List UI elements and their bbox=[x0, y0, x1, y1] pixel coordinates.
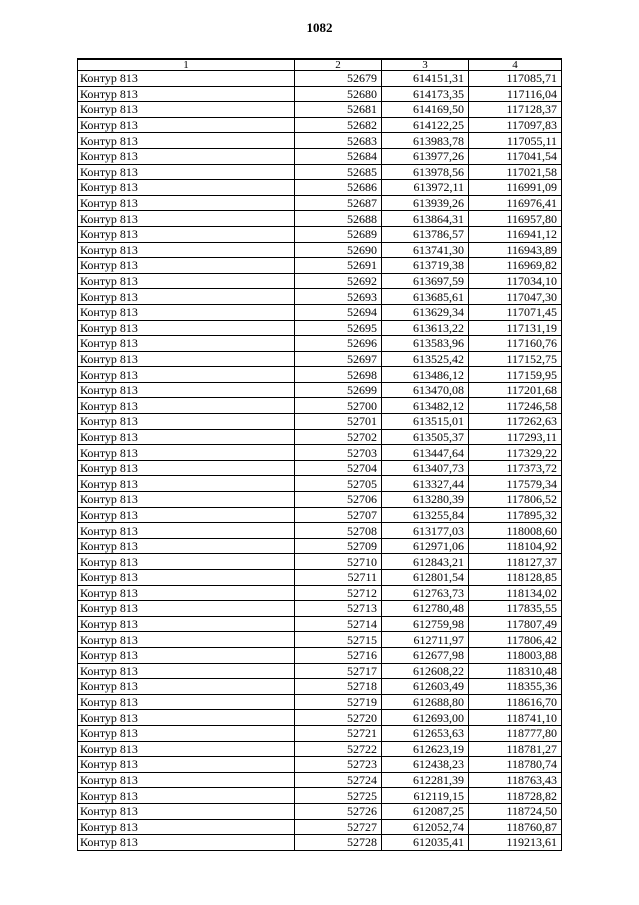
contour-name-cell: Контур 813 bbox=[78, 679, 295, 695]
x-coordinate-cell: 614151,31 bbox=[382, 71, 469, 87]
y-coordinate-cell: 117262,63 bbox=[469, 414, 562, 430]
x-coordinate-cell: 612780,48 bbox=[382, 601, 469, 617]
table-row bbox=[78, 492, 562, 508]
table-row bbox=[78, 429, 562, 445]
table-row bbox=[78, 211, 562, 227]
contour-name-cell: Контур 813 bbox=[78, 803, 295, 819]
table-row bbox=[78, 258, 562, 274]
x-coordinate-cell: 612119,15 bbox=[382, 788, 469, 804]
x-coordinate-cell: 613470,08 bbox=[382, 382, 469, 398]
contour-name-cell: Контур 813 bbox=[78, 835, 295, 851]
point-number-cell: 52703 bbox=[295, 445, 382, 461]
x-coordinate-cell: 613583,96 bbox=[382, 336, 469, 352]
y-coordinate-cell: 116969,82 bbox=[469, 258, 562, 274]
contour-name-cell: Контур 813 bbox=[78, 429, 295, 445]
table-row bbox=[78, 803, 562, 819]
y-coordinate-cell: 117201,68 bbox=[469, 382, 562, 398]
x-coordinate-cell: 613629,34 bbox=[382, 304, 469, 320]
contour-name-cell: Контур 813 bbox=[78, 273, 295, 289]
x-coordinate-cell: 612438,23 bbox=[382, 757, 469, 773]
x-coordinate-cell: 613505,37 bbox=[382, 429, 469, 445]
point-number-cell: 52708 bbox=[295, 523, 382, 539]
y-coordinate-cell: 116991,09 bbox=[469, 180, 562, 196]
table-row bbox=[78, 835, 562, 851]
x-coordinate-cell: 612759,98 bbox=[382, 616, 469, 632]
x-coordinate-cell: 612693,00 bbox=[382, 710, 469, 726]
table-row bbox=[78, 398, 562, 414]
table-row bbox=[78, 725, 562, 741]
point-number-cell: 52712 bbox=[295, 585, 382, 601]
contour-name-cell: Контур 813 bbox=[78, 367, 295, 383]
point-number-cell: 52691 bbox=[295, 258, 382, 274]
point-number-cell: 52719 bbox=[295, 694, 382, 710]
y-coordinate-cell: 118355,36 bbox=[469, 679, 562, 695]
point-number-cell: 52723 bbox=[295, 757, 382, 773]
y-coordinate-cell: 119213,61 bbox=[469, 835, 562, 851]
contour-name-cell: Контур 813 bbox=[78, 320, 295, 336]
x-coordinate-cell: 613515,01 bbox=[382, 414, 469, 430]
table-row bbox=[78, 663, 562, 679]
point-number-cell: 52722 bbox=[295, 741, 382, 757]
x-coordinate-cell: 614122,25 bbox=[382, 117, 469, 133]
table-row bbox=[78, 71, 562, 87]
y-coordinate-cell: 116957,80 bbox=[469, 211, 562, 227]
table-row bbox=[78, 164, 562, 180]
y-coordinate-cell: 117806,42 bbox=[469, 632, 562, 648]
x-coordinate-cell: 613327,44 bbox=[382, 476, 469, 492]
contour-name-cell: Контур 813 bbox=[78, 164, 295, 180]
column-header-1: 1 bbox=[78, 59, 295, 71]
table-row bbox=[78, 585, 562, 601]
x-coordinate-cell: 612035,41 bbox=[382, 835, 469, 851]
x-coordinate-cell: 613741,30 bbox=[382, 242, 469, 258]
table-row bbox=[78, 476, 562, 492]
y-coordinate-cell: 118008,60 bbox=[469, 523, 562, 539]
contour-name-cell: Контур 813 bbox=[78, 71, 295, 87]
y-coordinate-cell: 117041,54 bbox=[469, 148, 562, 164]
table-row bbox=[78, 460, 562, 476]
x-coordinate-cell: 612763,73 bbox=[382, 585, 469, 601]
table-row bbox=[78, 647, 562, 663]
x-coordinate-cell: 612711,97 bbox=[382, 632, 469, 648]
point-number-cell: 52700 bbox=[295, 398, 382, 414]
point-number-cell: 52687 bbox=[295, 195, 382, 211]
point-number-cell: 52690 bbox=[295, 242, 382, 258]
x-coordinate-cell: 612677,98 bbox=[382, 647, 469, 663]
x-coordinate-cell: 613972,11 bbox=[382, 180, 469, 196]
point-number-cell: 52720 bbox=[295, 710, 382, 726]
y-coordinate-cell: 118781,27 bbox=[469, 741, 562, 757]
coordinates-table bbox=[77, 58, 562, 851]
x-coordinate-cell: 612052,74 bbox=[382, 819, 469, 835]
y-coordinate-cell: 116943,89 bbox=[469, 242, 562, 258]
point-number-cell: 52699 bbox=[295, 382, 382, 398]
y-coordinate-cell: 118760,87 bbox=[469, 819, 562, 835]
point-number-cell: 52711 bbox=[295, 570, 382, 586]
y-coordinate-cell: 118728,82 bbox=[469, 788, 562, 804]
y-coordinate-cell: 117329,22 bbox=[469, 445, 562, 461]
y-coordinate-cell: 118780,74 bbox=[469, 757, 562, 773]
contour-name-cell: Контур 813 bbox=[78, 788, 295, 804]
point-number-cell: 52682 bbox=[295, 117, 382, 133]
point-number-cell: 52679 bbox=[295, 71, 382, 87]
point-number-cell: 52726 bbox=[295, 803, 382, 819]
x-coordinate-cell: 613697,59 bbox=[382, 273, 469, 289]
point-number-cell: 52697 bbox=[295, 351, 382, 367]
contour-name-cell: Контур 813 bbox=[78, 741, 295, 757]
contour-name-cell: Контур 813 bbox=[78, 476, 295, 492]
contour-name-cell: Контур 813 bbox=[78, 180, 295, 196]
point-number-cell: 52683 bbox=[295, 133, 382, 149]
y-coordinate-cell: 117116,04 bbox=[469, 86, 562, 102]
point-number-cell: 52692 bbox=[295, 273, 382, 289]
x-coordinate-cell: 612087,25 bbox=[382, 803, 469, 819]
contour-name-cell: Контур 813 bbox=[78, 507, 295, 523]
x-coordinate-cell: 613719,38 bbox=[382, 258, 469, 274]
contour-name-cell: Контур 813 bbox=[78, 492, 295, 508]
x-coordinate-cell: 613613,22 bbox=[382, 320, 469, 336]
point-number-cell: 52681 bbox=[295, 102, 382, 118]
point-number-cell: 52717 bbox=[295, 663, 382, 679]
point-number-cell: 52702 bbox=[295, 429, 382, 445]
contour-name-cell: Контур 813 bbox=[78, 289, 295, 305]
contour-name-cell: Контур 813 bbox=[78, 242, 295, 258]
x-coordinate-cell: 613407,73 bbox=[382, 460, 469, 476]
x-coordinate-cell: 614173,35 bbox=[382, 86, 469, 102]
point-number-cell: 52716 bbox=[295, 647, 382, 663]
point-number-cell: 52696 bbox=[295, 336, 382, 352]
point-number-cell: 52724 bbox=[295, 772, 382, 788]
y-coordinate-cell: 118763,43 bbox=[469, 772, 562, 788]
table-row bbox=[78, 320, 562, 336]
contour-name-cell: Контур 813 bbox=[78, 258, 295, 274]
point-number-cell: 52701 bbox=[295, 414, 382, 430]
table-row bbox=[78, 741, 562, 757]
contour-name-cell: Контур 813 bbox=[78, 398, 295, 414]
contour-name-cell: Контур 813 bbox=[78, 819, 295, 835]
table-row bbox=[78, 367, 562, 383]
point-number-cell: 52725 bbox=[295, 788, 382, 804]
contour-name-cell: Контур 813 bbox=[78, 148, 295, 164]
table-row bbox=[78, 554, 562, 570]
point-number-cell: 52709 bbox=[295, 538, 382, 554]
contour-name-cell: Контур 813 bbox=[78, 757, 295, 773]
contour-name-cell: Контур 813 bbox=[78, 601, 295, 617]
column-header-3: 3 bbox=[382, 59, 469, 71]
contour-name-cell: Контур 813 bbox=[78, 351, 295, 367]
y-coordinate-cell: 118616,70 bbox=[469, 694, 562, 710]
point-number-cell: 52688 bbox=[295, 211, 382, 227]
table-row bbox=[78, 195, 562, 211]
y-coordinate-cell: 117373,72 bbox=[469, 460, 562, 476]
contour-name-cell: Контур 813 bbox=[78, 523, 295, 539]
table-row bbox=[78, 616, 562, 632]
contour-name-cell: Контур 813 bbox=[78, 195, 295, 211]
table-row bbox=[78, 273, 562, 289]
page-number: 1082 bbox=[306, 20, 333, 35]
y-coordinate-cell: 117159,95 bbox=[469, 367, 562, 383]
x-coordinate-cell: 613280,39 bbox=[382, 492, 469, 508]
point-number-cell: 52718 bbox=[295, 679, 382, 695]
contour-name-cell: Контур 813 bbox=[78, 226, 295, 242]
table-row bbox=[78, 226, 562, 242]
x-coordinate-cell: 613864,31 bbox=[382, 211, 469, 227]
table-row bbox=[78, 538, 562, 554]
contour-name-cell: Контур 813 bbox=[78, 585, 295, 601]
y-coordinate-cell: 118128,85 bbox=[469, 570, 562, 586]
table-header-row bbox=[78, 59, 562, 71]
x-coordinate-cell: 612608,22 bbox=[382, 663, 469, 679]
point-number-cell: 52710 bbox=[295, 554, 382, 570]
table-row bbox=[78, 304, 562, 320]
table-row bbox=[78, 710, 562, 726]
x-coordinate-cell: 613447,64 bbox=[382, 445, 469, 461]
column-header-4: 4 bbox=[469, 59, 562, 71]
contour-name-cell: Контур 813 bbox=[78, 710, 295, 726]
x-coordinate-cell: 613482,12 bbox=[382, 398, 469, 414]
contour-name-cell: Контур 813 bbox=[78, 647, 295, 663]
point-number-cell: 52686 bbox=[295, 180, 382, 196]
y-coordinate-cell: 117293,11 bbox=[469, 429, 562, 445]
y-coordinate-cell: 117021,58 bbox=[469, 164, 562, 180]
table-row bbox=[78, 289, 562, 305]
point-number-cell: 52728 bbox=[295, 835, 382, 851]
x-coordinate-cell: 613983,78 bbox=[382, 133, 469, 149]
y-coordinate-cell: 117097,83 bbox=[469, 117, 562, 133]
point-number-cell: 52695 bbox=[295, 320, 382, 336]
y-coordinate-cell: 118134,02 bbox=[469, 585, 562, 601]
y-coordinate-cell: 117047,30 bbox=[469, 289, 562, 305]
table-row bbox=[78, 570, 562, 586]
y-coordinate-cell: 117055,11 bbox=[469, 133, 562, 149]
x-coordinate-cell: 613177,03 bbox=[382, 523, 469, 539]
contour-name-cell: Контур 813 bbox=[78, 382, 295, 398]
contour-name-cell: Контур 813 bbox=[78, 304, 295, 320]
contour-name-cell: Контур 813 bbox=[78, 414, 295, 430]
y-coordinate-cell: 117128,37 bbox=[469, 102, 562, 118]
y-coordinate-cell: 117085,71 bbox=[469, 71, 562, 87]
point-number-cell: 52689 bbox=[295, 226, 382, 242]
table-row bbox=[78, 523, 562, 539]
y-coordinate-cell: 116941,12 bbox=[469, 226, 562, 242]
table-row bbox=[78, 445, 562, 461]
x-coordinate-cell: 612623,19 bbox=[382, 741, 469, 757]
contour-name-cell: Контур 813 bbox=[78, 538, 295, 554]
table-row bbox=[78, 180, 562, 196]
y-coordinate-cell: 117895,32 bbox=[469, 507, 562, 523]
y-coordinate-cell: 117071,45 bbox=[469, 304, 562, 320]
table-row bbox=[78, 819, 562, 835]
y-coordinate-cell: 118724,50 bbox=[469, 803, 562, 819]
y-coordinate-cell: 117152,75 bbox=[469, 351, 562, 367]
point-number-cell: 52706 bbox=[295, 492, 382, 508]
y-coordinate-cell: 118127,37 bbox=[469, 554, 562, 570]
y-coordinate-cell: 118310,48 bbox=[469, 663, 562, 679]
point-number-cell: 52685 bbox=[295, 164, 382, 180]
x-coordinate-cell: 612281,39 bbox=[382, 772, 469, 788]
table-row bbox=[78, 86, 562, 102]
x-coordinate-cell: 612801,54 bbox=[382, 570, 469, 586]
y-coordinate-cell: 118104,92 bbox=[469, 538, 562, 554]
y-coordinate-cell: 117160,76 bbox=[469, 336, 562, 352]
table-row bbox=[78, 148, 562, 164]
table-row bbox=[78, 632, 562, 648]
x-coordinate-cell: 612603,49 bbox=[382, 679, 469, 695]
table-row bbox=[78, 382, 562, 398]
table-row bbox=[78, 351, 562, 367]
y-coordinate-cell: 117246,58 bbox=[469, 398, 562, 414]
point-number-cell: 52705 bbox=[295, 476, 382, 492]
y-coordinate-cell: 117579,34 bbox=[469, 476, 562, 492]
contour-name-cell: Контур 813 bbox=[78, 554, 295, 570]
contour-name-cell: Контур 813 bbox=[78, 211, 295, 227]
x-coordinate-cell: 613255,84 bbox=[382, 507, 469, 523]
contour-name-cell: Контур 813 bbox=[78, 336, 295, 352]
y-coordinate-cell: 118003,88 bbox=[469, 647, 562, 663]
table-row bbox=[78, 679, 562, 695]
x-coordinate-cell: 613786,57 bbox=[382, 226, 469, 242]
contour-name-cell: Контур 813 bbox=[78, 772, 295, 788]
table-row bbox=[78, 117, 562, 133]
y-coordinate-cell: 117034,10 bbox=[469, 273, 562, 289]
contour-name-cell: Контур 813 bbox=[78, 445, 295, 461]
point-number-cell: 52715 bbox=[295, 632, 382, 648]
column-header-2: 2 bbox=[295, 59, 382, 71]
table-row bbox=[78, 507, 562, 523]
table-row bbox=[78, 102, 562, 118]
point-number-cell: 52693 bbox=[295, 289, 382, 305]
x-coordinate-cell: 613939,26 bbox=[382, 195, 469, 211]
contour-name-cell: Контур 813 bbox=[78, 117, 295, 133]
table-row bbox=[78, 757, 562, 773]
x-coordinate-cell: 612688,80 bbox=[382, 694, 469, 710]
point-number-cell: 52684 bbox=[295, 148, 382, 164]
table-row bbox=[78, 694, 562, 710]
x-coordinate-cell: 613978,56 bbox=[382, 164, 469, 180]
contour-name-cell: Контур 813 bbox=[78, 694, 295, 710]
table-body bbox=[78, 71, 562, 851]
point-number-cell: 52721 bbox=[295, 725, 382, 741]
y-coordinate-cell: 118741,10 bbox=[469, 710, 562, 726]
x-coordinate-cell: 612971,06 bbox=[382, 538, 469, 554]
x-coordinate-cell: 613486,12 bbox=[382, 367, 469, 383]
contour-name-cell: Контур 813 bbox=[78, 616, 295, 632]
y-coordinate-cell: 117835,55 bbox=[469, 601, 562, 617]
x-coordinate-cell: 612843,21 bbox=[382, 554, 469, 570]
table-row bbox=[78, 601, 562, 617]
table-row bbox=[78, 336, 562, 352]
x-coordinate-cell: 612653,63 bbox=[382, 725, 469, 741]
table-row bbox=[78, 133, 562, 149]
table-row bbox=[78, 772, 562, 788]
y-coordinate-cell: 117807,49 bbox=[469, 616, 562, 632]
table-row bbox=[78, 788, 562, 804]
y-coordinate-cell: 116976,41 bbox=[469, 195, 562, 211]
contour-name-cell: Контур 813 bbox=[78, 460, 295, 476]
contour-name-cell: Контур 813 bbox=[78, 663, 295, 679]
point-number-cell: 52698 bbox=[295, 367, 382, 383]
y-coordinate-cell: 117131,19 bbox=[469, 320, 562, 336]
point-number-cell: 52727 bbox=[295, 819, 382, 835]
y-coordinate-cell: 118777,80 bbox=[469, 725, 562, 741]
contour-name-cell: Контур 813 bbox=[78, 632, 295, 648]
table-row bbox=[78, 414, 562, 430]
contour-name-cell: Контур 813 bbox=[78, 570, 295, 586]
contour-name-cell: Контур 813 bbox=[78, 133, 295, 149]
x-coordinate-cell: 613977,26 bbox=[382, 148, 469, 164]
table-row bbox=[78, 242, 562, 258]
x-coordinate-cell: 614169,50 bbox=[382, 102, 469, 118]
contour-name-cell: Контур 813 bbox=[78, 725, 295, 741]
point-number-cell: 52704 bbox=[295, 460, 382, 476]
point-number-cell: 52707 bbox=[295, 507, 382, 523]
point-number-cell: 52680 bbox=[295, 86, 382, 102]
point-number-cell: 52694 bbox=[295, 304, 382, 320]
contour-name-cell: Контур 813 bbox=[78, 102, 295, 118]
x-coordinate-cell: 613685,61 bbox=[382, 289, 469, 305]
x-coordinate-cell: 613525,42 bbox=[382, 351, 469, 367]
point-number-cell: 52713 bbox=[295, 601, 382, 617]
point-number-cell: 52714 bbox=[295, 616, 382, 632]
y-coordinate-cell: 117806,52 bbox=[469, 492, 562, 508]
contour-name-cell: Контур 813 bbox=[78, 86, 295, 102]
